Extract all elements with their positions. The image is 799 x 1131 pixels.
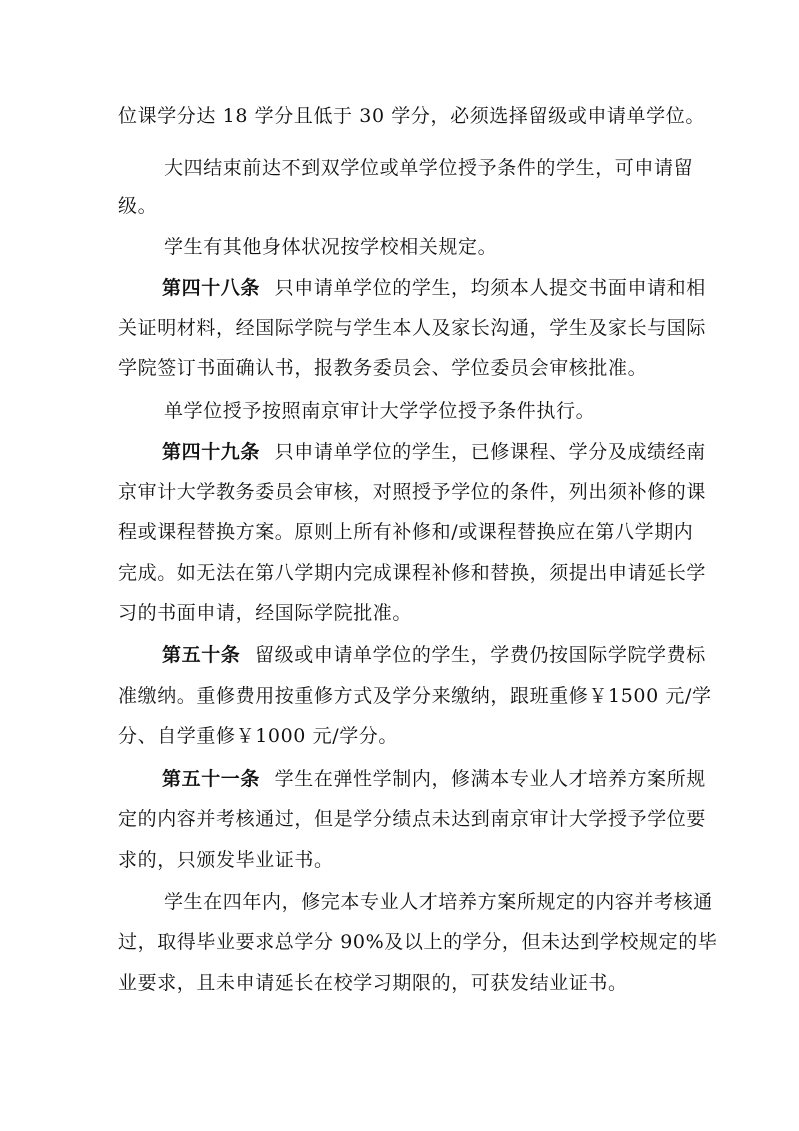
article-48-line (162, 276, 706, 300)
article-51-title: 第五十一条 (162, 768, 261, 790)
paragraph-line: 业要求，且未申请延长在校学习期限的，可获发结业证书。 (118, 972, 628, 994)
paragraph-line: 大四结束前达不到双学位或单学位授予条件的学生，可申请留 (164, 157, 694, 179)
paragraph-line: 位课学分达 18 学分且低于 30 学分，必须选择留级或申请单学位。 (118, 105, 705, 127)
article-50-text: 留级或申请单学位的学生，学费仍按国际学院学费标 (255, 644, 706, 666)
paragraph-line: 完成。如无法在第八学期内完成课程补修和替换，须提出申请延长学 (118, 562, 707, 584)
article-49-title: 第四十九条 (162, 441, 261, 463)
paragraph-line: 准缴纳。重修费用按重修方式及学分来缴纳，跟班重修￥1500 元/学 (118, 685, 712, 707)
paragraph-line: 程或课程替换方案。原则上所有补修和/或课程替换应在第八学期内 (118, 521, 694, 543)
paragraph-line: 单学位授予按照南京审计大学学位授予条件执行。 (164, 400, 596, 422)
article-50-title: 第五十条 (162, 644, 241, 666)
paragraph-line: 定的内容并考核通过，但是学分绩点未达到南京审计大学授予学位要 (118, 808, 707, 830)
paragraph-line: 习的书面申请，经国际学院批准。 (118, 602, 413, 624)
paragraph-line: 学生在四年内，修完本专业人才培养方案所规定的内容并考核通 (164, 891, 713, 913)
article-48-title: 第四十八条 (162, 277, 261, 299)
paragraph-line: 分、自学重修￥1000 元/学分。 (118, 725, 398, 747)
article-49-line (162, 440, 706, 464)
article-51-line (162, 767, 706, 791)
paragraph-line: 过，取得毕业要求总学分 90%及以上的学分，但未达到学校规定的毕 (118, 931, 718, 953)
paragraph-line: 关证明材料，经国际学院与学生本人及家长沟通，学生及家长与国际 (118, 317, 707, 339)
paragraph-line: 京审计大学教务委员会审核，对照授予学位的条件，列出须补修的课 (118, 481, 707, 503)
paragraph-line: 学生有其他身体状况按学校相关规定。 (164, 236, 498, 258)
article-50-line (162, 643, 706, 667)
article-51-text: 学生在弹性学制内，修满本专业人才培养方案所规 (274, 768, 706, 790)
paragraph-line: 求的，只颁发毕业证书。 (118, 849, 334, 871)
paragraph-line: 学院签订书面确认书，报教务委员会、学位委员会审核批准。 (118, 357, 648, 379)
article-49-text: 只申请单学位的学生，已修课程、学分及成绩经南 (274, 441, 706, 463)
article-48-text: 只申请单学位的学生，均须本人提交书面申请和相 (274, 277, 706, 299)
paragraph-line: 级。 (118, 195, 158, 217)
